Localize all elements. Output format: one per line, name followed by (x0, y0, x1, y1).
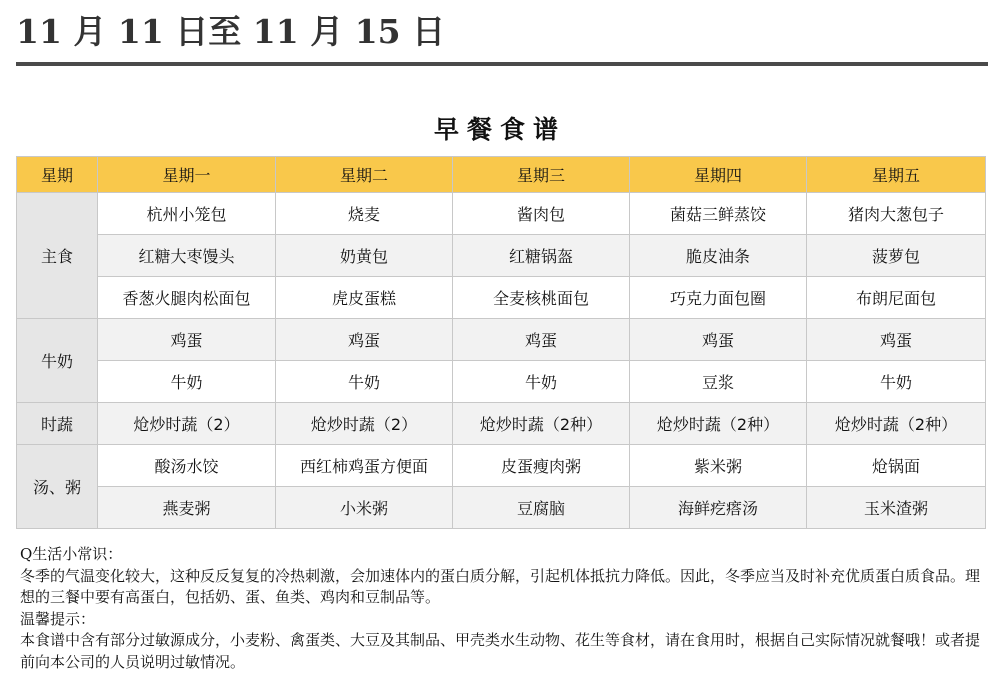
menu-item-cell: 布朗尼面包 (807, 277, 986, 319)
table-row (17, 445, 986, 487)
table-row (17, 235, 986, 277)
menu-item-cell: 奶黄包 (276, 235, 453, 277)
menu-item-cell: 紫米粥 (630, 445, 807, 487)
tips-heading: Q生活小常识： (20, 545, 123, 563)
menu-item-cell: 酱肉包 (453, 193, 630, 235)
menu-item-cell: 炝炒时蔬（2种） (630, 403, 807, 445)
tips-text: 冬季的气温变化较大，这种反反复复的冷热刺激，会加速体内的蛋白质分解，引起机体抵抗力降低。因此，冬季应当及时补充优质蛋白质食品。理想的三餐中要有高蛋白，包括奶、蛋、鱼类、鸡肉和豆制品等。 (20, 566, 981, 606)
menu-item-cell: 鸡蛋 (630, 319, 807, 361)
menu-item-cell: 炝炒时蔬（2种） (807, 403, 986, 445)
category-cell-staple: 主食 (17, 193, 98, 319)
menu-item-cell: 海鲜疙瘩汤 (630, 487, 807, 529)
column-header-day: 星期二 (276, 157, 453, 193)
menu-item-cell: 巧克力面包圈 (630, 277, 807, 319)
menu-item-cell: 菠萝包 (807, 235, 986, 277)
menu-item-cell: 西红柿鸡蛋方便面 (276, 445, 453, 487)
menu-item-cell: 炝锅面 (807, 445, 986, 487)
menu-item-cell: 鸡蛋 (807, 319, 986, 361)
page-header (16, 10, 988, 66)
menu-item-cell: 红糖锅盔 (453, 235, 630, 277)
table-row (17, 277, 986, 319)
date-range-title: 11 月 11 日至 11 月 15 日 (16, 12, 446, 51)
breakfast-menu-table (16, 156, 986, 529)
menu-item-cell: 鸡蛋 (276, 319, 453, 361)
table-row (17, 193, 986, 235)
menu-item-cell: 炝炒时蔬（2） (98, 403, 276, 445)
menu-item-cell: 鸡蛋 (453, 319, 630, 361)
menu-item-cell: 皮蛋瘦肉粥 (453, 445, 630, 487)
menu-item-cell: 酸汤水饺 (98, 445, 276, 487)
warm-reminder-heading: 温馨提示： (20, 609, 96, 628)
category-cell-milk: 牛奶 (17, 319, 98, 403)
notes-section (20, 544, 988, 673)
menu-item-cell: 红糖大枣馒头 (98, 235, 276, 277)
column-header-weekday: 星期 (17, 157, 98, 193)
menu-item-cell: 牛奶 (98, 361, 276, 403)
column-header-day: 星期三 (453, 157, 630, 193)
menu-item-cell: 猪肉大葱包子 (807, 193, 986, 235)
menu-item-cell: 豆浆 (630, 361, 807, 403)
menu-item-cell: 鸡蛋 (98, 319, 276, 361)
menu-item-cell: 牛奶 (807, 361, 986, 403)
menu-item-cell: 牛奶 (453, 361, 630, 403)
table-row (17, 319, 986, 361)
menu-item-cell: 炝炒时蔬（2） (276, 403, 453, 445)
category-cell-vegetables: 时蔬 (17, 403, 98, 445)
menu-item-cell: 小米粥 (276, 487, 453, 529)
table-header-row (17, 157, 986, 193)
menu-item-cell: 豆腐脑 (453, 487, 630, 529)
menu-item-cell: 菌菇三鲜蒸饺 (630, 193, 807, 235)
table-row (17, 361, 986, 403)
menu-item-cell: 全麦核桃面包 (453, 277, 630, 319)
menu-item-cell: 燕麦粥 (98, 487, 276, 529)
menu-item-cell: 脆皮油条 (630, 235, 807, 277)
menu-item-cell: 虎皮蛋糕 (276, 277, 453, 319)
column-header-day: 星期四 (630, 157, 807, 193)
menu-item-cell: 香葱火腿肉松面包 (98, 277, 276, 319)
menu-item-cell: 牛奶 (276, 361, 453, 403)
column-header-day: 星期一 (98, 157, 276, 193)
menu-item-cell: 烧麦 (276, 193, 453, 235)
menu-title: 早餐食谱 (433, 115, 566, 144)
column-header-day: 星期五 (807, 157, 986, 193)
table-row (17, 487, 986, 529)
menu-item-cell: 玉米渣粥 (807, 487, 986, 529)
menu-item-cell: 杭州小笼包 (98, 193, 276, 235)
menu-item-cell: 炝炒时蔬（2种） (453, 403, 630, 445)
warm-reminder-text: 本食谱中含有部分过敏源成分，小麦粉、禽蛋类、大豆及其制品、甲壳类水生动物、花生等食材，请在食用时，根据自己实际情况就餐哦！或者提前向本公司的人员说明过敏情况。 (20, 631, 981, 671)
table-row (17, 403, 986, 445)
category-cell-soup-porridge: 汤、粥 (17, 445, 98, 529)
